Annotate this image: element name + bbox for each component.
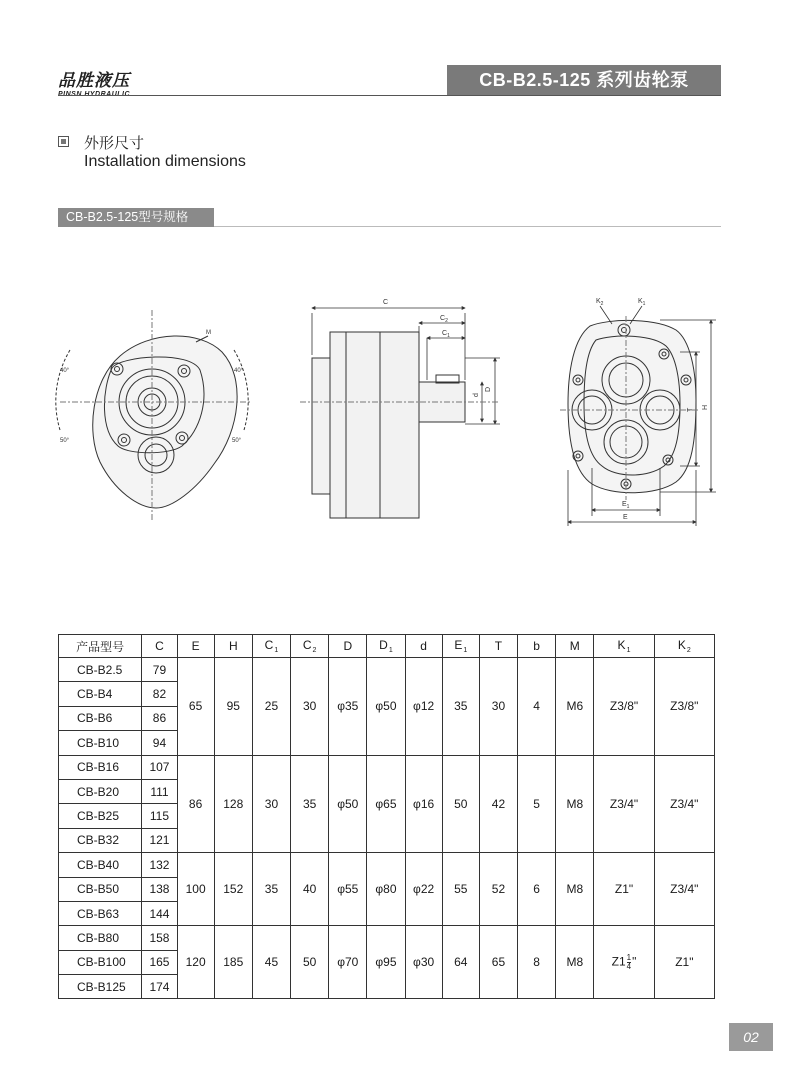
section-title-en: Installation dimensions [84, 153, 246, 170]
cell-b: 6 [518, 853, 556, 926]
side-label-D: D [485, 386, 492, 392]
cell-c: 79 [142, 658, 177, 682]
side-body-section [346, 332, 380, 518]
cell-t: 65 [479, 926, 517, 999]
cell-c: 165 [142, 950, 177, 974]
back-view-drawing [560, 306, 716, 526]
front-label-angle: 50° [60, 438, 70, 444]
col-header-c2: $C_2$ [291, 635, 329, 658]
cell-model: CB-B50 [59, 877, 142, 901]
cell-model: CB-B80 [59, 926, 142, 950]
back-housing-outline [568, 320, 696, 492]
cell-h: 185 [214, 926, 252, 999]
cell-model: CB-B32 [59, 828, 142, 852]
col-header-d-major: D [329, 635, 367, 658]
cell-b: 8 [518, 926, 556, 999]
col-header-e: E [177, 635, 214, 658]
col-header-h: H [214, 635, 252, 658]
col-header-t: T [479, 635, 517, 658]
cell-e1: 50 [442, 755, 479, 853]
cell-c: 82 [142, 682, 177, 706]
side-label-c1: $C_1$ [442, 330, 450, 339]
cell-d1: φ65 [367, 755, 405, 853]
cell-m: M8 [556, 926, 594, 999]
cell-model: CB-B125 [59, 975, 142, 999]
cell-c: 121 [142, 828, 177, 852]
table-row [59, 658, 715, 682]
cell-h: 152 [214, 853, 252, 926]
spec-label: CB-B2.5-125型号规格 [58, 208, 214, 227]
series-title: CB-B2.5-125 系列齿轮泵 [447, 65, 721, 95]
col-header-k2: $K_2$ [654, 635, 714, 658]
cell-d1: φ80 [367, 853, 405, 926]
front-label-angle: 40° [234, 368, 244, 374]
back-label-k1: $K_1$ [638, 298, 646, 307]
cell-d-major: φ35 [329, 658, 367, 756]
front-view-drawing [56, 310, 250, 520]
cell-c: 115 [142, 804, 177, 828]
cell-c: 158 [142, 926, 177, 950]
cell-e1: 35 [442, 658, 479, 756]
cell-c1: 35 [252, 853, 290, 926]
brand-name-cn: 品胜液压 [58, 71, 130, 90]
page-number: 02 [729, 1023, 773, 1051]
cell-c2: 50 [291, 926, 329, 999]
table-row [59, 755, 715, 779]
col-header-c1: $C_1$ [252, 635, 290, 658]
cell-k2: Z3/4" [654, 755, 714, 853]
cell-c2: 30 [291, 658, 329, 756]
cell-t: 52 [479, 853, 517, 926]
cell-b: 5 [518, 755, 556, 853]
cell-d1: φ95 [367, 926, 405, 999]
cell-d-minor: φ12 [405, 658, 442, 756]
cell-k2: Z1" [654, 926, 714, 999]
cell-k2: Z3/8" [654, 658, 714, 756]
cell-model: CB-B2.5 [59, 658, 142, 682]
cell-c: 107 [142, 755, 177, 779]
cell-d1: φ50 [367, 658, 405, 756]
cell-d-major: φ50 [329, 755, 367, 853]
back-label-h: H [702, 404, 709, 410]
cell-h: 128 [214, 755, 252, 853]
cell-c: 94 [142, 731, 177, 755]
cell-c1: 30 [252, 755, 290, 853]
cell-k2: Z3/4" [654, 853, 714, 926]
side-view-drawing [300, 308, 500, 518]
cell-c1: 45 [252, 926, 290, 999]
cell-c: 86 [142, 706, 177, 730]
cell-e1: 55 [442, 853, 479, 926]
front-label-angle: 40° [60, 368, 70, 374]
cell-k1: Z1" [594, 853, 654, 926]
cell-t: 30 [479, 658, 517, 756]
side-label-c: C [383, 299, 389, 306]
cell-c: 138 [142, 877, 177, 901]
cell-model: CB-B20 [59, 779, 142, 803]
cell-m: M8 [556, 853, 594, 926]
cell-model: CB-B100 [59, 950, 142, 974]
col-header-m: M [556, 635, 594, 658]
cell-model: CB-B16 [59, 755, 142, 779]
cell-d-minor: φ30 [405, 926, 442, 999]
cell-e: 100 [177, 853, 214, 926]
cell-d-minor: φ16 [405, 755, 442, 853]
cell-k1: Z1 $\frac{1}{4}$ " [594, 926, 654, 999]
back-label-e1: $E_1$ [622, 501, 630, 510]
section-title-cn: 外形尺寸 [84, 135, 145, 152]
side-rear-cover [312, 358, 330, 494]
table-row [59, 853, 715, 877]
cell-d-minor: φ22 [405, 853, 442, 926]
col-header-d1: $D_1$ [367, 635, 405, 658]
cell-e: 86 [177, 755, 214, 853]
cell-m: M8 [556, 755, 594, 853]
back-label-e: E [623, 514, 628, 521]
cell-c2: 35 [291, 755, 329, 853]
cell-c: 144 [142, 901, 177, 925]
cell-model: CB-B6 [59, 706, 142, 730]
cell-model: CB-B10 [59, 731, 142, 755]
cell-c: 111 [142, 779, 177, 803]
cell-e1: 64 [442, 926, 479, 999]
col-header-model: 产品型号 [59, 635, 142, 658]
cell-d-major: φ55 [329, 853, 367, 926]
cell-m: M6 [556, 658, 594, 756]
col-header-e1: $E_1$ [442, 635, 479, 658]
side-body-section [330, 332, 346, 518]
cell-e: 120 [177, 926, 214, 999]
back-label-t: T [687, 407, 694, 412]
cell-model: CB-B40 [59, 853, 142, 877]
cell-k1: Z3/4" [594, 755, 654, 853]
cell-c: 132 [142, 853, 177, 877]
table-header-row [59, 635, 715, 658]
angle-arc-left [56, 350, 70, 430]
col-header-d-minor: d [405, 635, 442, 658]
table-row [59, 926, 715, 950]
cell-model: CB-B63 [59, 901, 142, 925]
front-label-m: M [206, 330, 211, 336]
cell-model: CB-B4 [59, 682, 142, 706]
cell-c2: 40 [291, 853, 329, 926]
cell-b: 4 [518, 658, 556, 756]
col-header-c: C [142, 635, 177, 658]
cell-c1: 25 [252, 658, 290, 756]
cell-c: 174 [142, 975, 177, 999]
col-header-k1: $K_1$ [594, 635, 654, 658]
side-body-section [380, 332, 419, 518]
cell-e: 65 [177, 658, 214, 756]
col-header-b: b [518, 635, 556, 658]
cell-k1: Z3/8" [594, 658, 654, 756]
front-label-angle: 50° [232, 438, 242, 444]
back-label-k2: $K_2$ [596, 298, 604, 307]
cell-model: CB-B25 [59, 804, 142, 828]
front-housing-outline [93, 336, 237, 508]
side-label-d: d [473, 393, 480, 397]
cell-t: 42 [479, 755, 517, 853]
spec-table [58, 634, 715, 999]
cell-h: 95 [214, 658, 252, 756]
cell-d-major: φ70 [329, 926, 367, 999]
side-label-c2: $C_2$ [440, 315, 448, 324]
